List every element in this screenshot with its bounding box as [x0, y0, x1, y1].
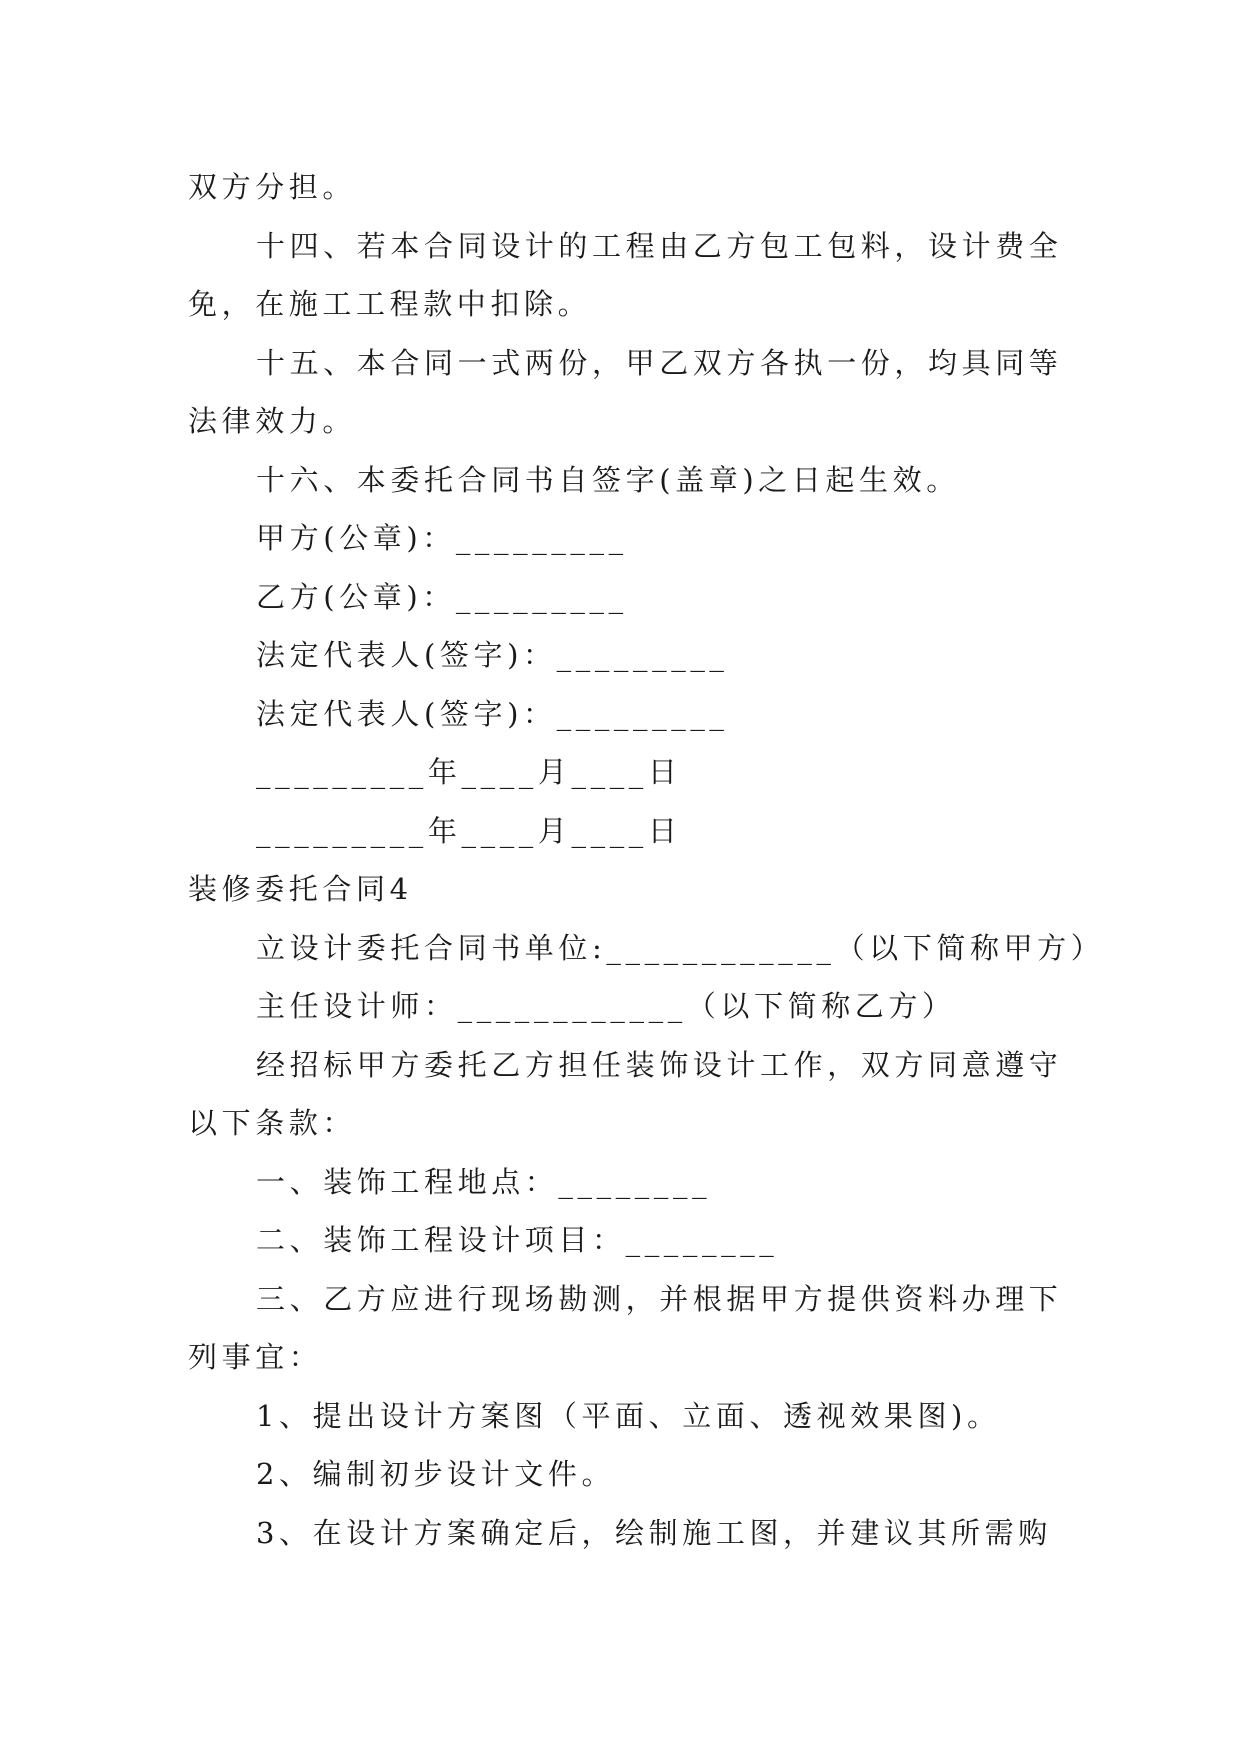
list-item: 2、编制初步设计文件。 — [256, 1457, 616, 1491]
clause-14-line: 十四、若本合同设计的工程由乙方包工包料，设计费全 — [256, 228, 1063, 263]
chief-designer-field: 主任设计师：____________（以下简称乙方） — [256, 989, 956, 1023]
paragraph-line: 列事宜： — [188, 1340, 323, 1374]
section-title: 装修委托合同4 — [188, 872, 413, 906]
paragraph-line: 双方分担。 — [188, 170, 357, 204]
paragraph-line: 以下条款： — [188, 1106, 357, 1140]
intro-line: 经招标甲方委托乙方担任装饰设计工作，双方同意遵守 — [256, 1047, 1063, 1082]
clause-16-line: 十六、本委托合同书自签字(盖章)之日起生效。 — [256, 462, 960, 497]
list-item: 3、在设计方案确定后，绘制施工图，并建议其所需购 — [256, 1515, 1052, 1550]
document-body — [188, 158, 1105, 1562]
clause-2-project-field: 二、装饰工程设计项目：________ — [256, 1223, 779, 1257]
clause-1-location-field: 一、装饰工程地点：________ — [256, 1164, 712, 1199]
clause-3-line: 三、乙方应进行现场勘测，并根据甲方提供资料办理下 — [256, 1281, 1063, 1316]
legal-representative-signature-field: 法定代表人(签字)：_________ — [256, 696, 729, 731]
party-a-seal-field: 甲方(公章)：_________ — [256, 521, 628, 555]
client-unit-field: 立设计委托合同书单位:____________（以下简称甲方） — [256, 930, 1105, 965]
date-field: _________年____月____日 — [256, 755, 682, 789]
list-item: 1、提出设计方案图（平面、立面、透视效果图)。 — [256, 1398, 1001, 1433]
paragraph-line: 免，在施工工程款中扣除。 — [188, 287, 592, 321]
paragraph-line: 法律效力。 — [188, 404, 357, 438]
date-field: _________年____月____日 — [256, 813, 682, 848]
clause-15-line: 十五、本合同一式两份，甲乙双方各执一份，均具同等 — [256, 345, 1063, 380]
party-b-seal-field: 乙方(公章)：_________ — [256, 579, 628, 614]
legal-representative-signature-field: 法定代表人(签字)：_________ — [256, 638, 729, 672]
